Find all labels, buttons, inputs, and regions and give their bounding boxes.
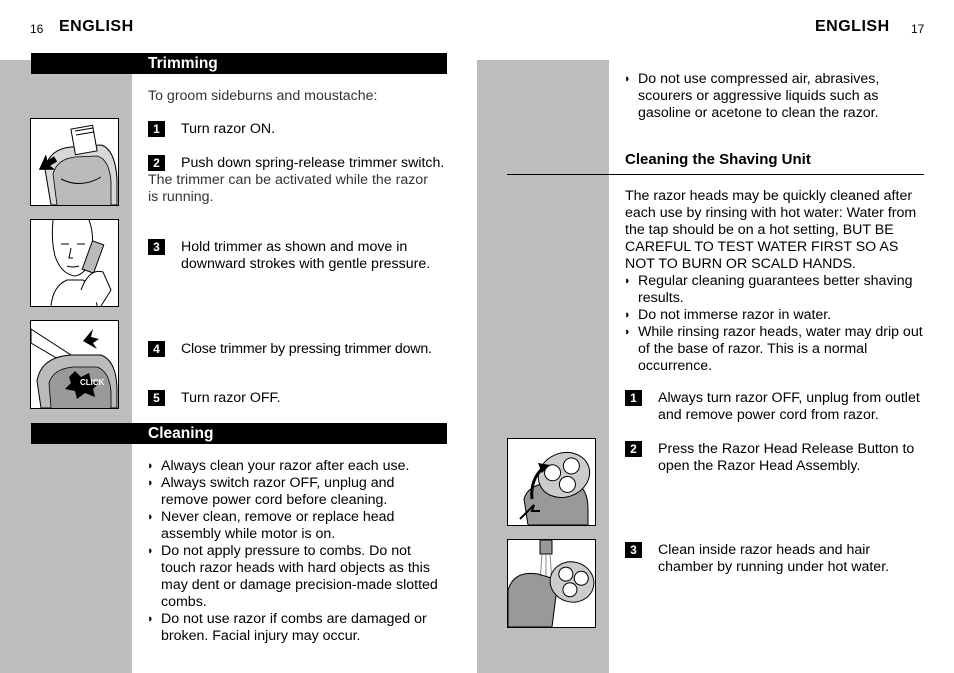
list-item (147, 509, 443, 543)
cleaning-bullet-list (147, 458, 443, 645)
bullet-text: Do not use razor if combs are damaged or broken. Facial injury may occur. (161, 611, 427, 644)
r-step-3-text: Clean inside razor heads and hair chamber by running under hot water. (658, 542, 890, 575)
page-number-left: 16 (30, 22, 44, 36)
step-4-number: 4 (148, 341, 165, 357)
r-step-2-number: 2 (625, 441, 642, 457)
trimming-intro: To groom sideburns and moustache: (148, 88, 378, 104)
shaving-unit-heading: Cleaning the Shaving Unit (625, 151, 811, 168)
bullet-text: While rinsing razor heads, water may drip out of the base of razor. This is a normal occurrence. (638, 324, 923, 374)
list-item (624, 307, 926, 324)
bullet-icon: ◗ (147, 613, 154, 625)
list-item (147, 611, 443, 645)
step-3-number: 3 (148, 239, 165, 255)
figure-rinsing (507, 539, 596, 628)
figure-trimmer-open (30, 118, 119, 206)
bullet-text: Do not immerse razor in water. (638, 307, 832, 323)
bullet-icon: ◗ (147, 511, 154, 523)
step-4-text: Close trimmer by pressing trimmer down. (181, 341, 432, 357)
bullet-icon: ◗ (624, 326, 631, 338)
step-2-note: The trimmer can be activated while the razor is running. (148, 172, 428, 205)
pointer-triangle-2 (119, 236, 131, 256)
bullet-text: Do not use compressed air, abrasives, scourers or aggressive liquids such as gasoline or acetone to clean the razor. (638, 71, 880, 121)
pointer-triangle-3 (119, 338, 131, 358)
cleaning-heading-bar (31, 423, 447, 444)
language-header-right: ENGLISH (815, 18, 890, 35)
shaving-unit-intro: The razor heads may be quickly cleaned after each use by rinsing with hot water: Water from the tap should be on a hot setting, BUT BE CAREFUL TO TEST WATER FIRST SO AS NOT TO BURN OR SCALD HANDS. (625, 188, 917, 272)
list-item (147, 543, 443, 611)
step-5-number: 5 (148, 390, 165, 406)
figure-trimmer-close (30, 320, 119, 409)
bullet-icon: ◗ (147, 460, 154, 472)
bullet-text: Do not apply pressure to combs. Do not touch razor heads with hard objects as this may dent or damage precision-made slotted combs. (161, 543, 438, 610)
heading-rule (507, 174, 924, 175)
pointer-triangle-4 (596, 443, 608, 463)
bullet-text: Regular cleaning guarantees better shaving results. (638, 273, 913, 306)
step-1-number: 1 (148, 121, 165, 137)
top-bullet (624, 71, 926, 122)
bullet-text: Always clean your razor after each use. (161, 458, 410, 474)
step-2-text: Push down spring-release trimmer switch. (181, 155, 445, 171)
trimming-heading: Trimming (148, 55, 218, 72)
figure-man-trimming (30, 219, 119, 307)
trimming-heading-bar (31, 53, 447, 74)
bullet-text: Always switch razor OFF, unplug and remove power cord before cleaning. (161, 475, 395, 508)
pointer-triangle-1 (119, 151, 131, 171)
bullet-icon: ◗ (147, 477, 154, 489)
page-number-right: 17 (911, 22, 925, 36)
list-item (147, 475, 443, 509)
cleaning-heading: Cleaning (148, 425, 214, 442)
step-1-text: Turn razor ON. (181, 121, 276, 137)
bullet-icon: ◗ (147, 545, 154, 557)
bullet-icon: ◗ (624, 73, 631, 85)
step-5-text: Turn razor OFF. (181, 390, 281, 406)
list-item (624, 273, 926, 307)
r-step-1-text: Always turn razor OFF, unplug from outlet and remove power cord from razor. (658, 390, 920, 423)
click-label: CLICK (80, 378, 105, 387)
bullet-text: Never clean, remove or replace head assembly while motor is on. (161, 509, 395, 542)
step-2-number: 2 (148, 155, 165, 171)
bullet-icon: ◗ (624, 309, 631, 321)
r-step-2-text: Press the Razor Head Release Button to open the Razor Head Assembly. (658, 441, 915, 474)
step-3-text: Hold trimmer as shown and move in downward strokes with gentle pressure. (181, 239, 431, 272)
list-item (624, 71, 926, 122)
r-step-1-number: 1 (625, 390, 642, 406)
list-item (147, 458, 443, 475)
r-step-3-number: 3 (625, 542, 642, 558)
figure-head-release (507, 438, 596, 526)
language-header-left: ENGLISH (59, 18, 134, 35)
list-item (624, 324, 926, 375)
shaving-unit-bullets (624, 273, 926, 375)
bullet-icon: ◗ (624, 275, 631, 287)
